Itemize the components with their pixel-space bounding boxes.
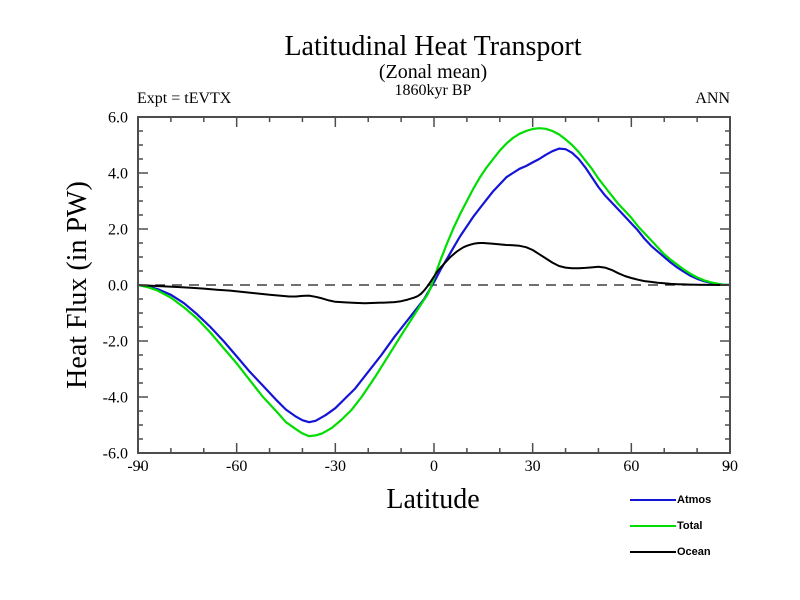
x-tick-label: -30 (324, 458, 346, 475)
x-tick-label: 90 (722, 458, 738, 475)
total-line-swatch (630, 525, 676, 527)
time-label: 1860kyr BP (394, 82, 472, 99)
legend-label-ocean: Ocean (677, 546, 711, 558)
x-tick-label: 60 (623, 458, 640, 475)
x-tick-label: -60 (226, 458, 248, 475)
chart-title: Latitudinal Heat Transport (284, 31, 582, 62)
legend-item-atmos (630, 487, 780, 513)
season-label: ANN (695, 90, 730, 107)
legend-item-total (630, 513, 780, 539)
atmos-line-swatch (630, 499, 676, 501)
legend-label-total: Total (677, 520, 703, 532)
legend (630, 487, 780, 565)
x-tick-label: -90 (127, 458, 149, 475)
series-line-ocean (138, 243, 730, 303)
legend-label-atmos: Atmos (677, 494, 712, 506)
y-tick-label: -2.0 (102, 333, 128, 351)
ocean-line-swatch (630, 551, 676, 553)
y-tick-label: 2.0 (108, 221, 128, 239)
y-tick-label: 4.0 (108, 165, 128, 183)
experiment-label: Expt = tEVTX (137, 90, 232, 107)
legend-item-ocean (630, 539, 780, 565)
y-tick-label: 6.0 (108, 109, 128, 127)
x-tick-label: 0 (430, 458, 438, 475)
y-tick-label: -6.0 (102, 445, 128, 463)
y-tick-label: -4.0 (102, 389, 128, 407)
y-axis-title: Heat Flux (in PW) (62, 181, 93, 389)
x-axis-title: Latitude (386, 484, 480, 515)
chart-subtitle: (Zonal mean) (378, 61, 488, 83)
x-tick-label: 30 (524, 458, 541, 475)
y-tick-label: 0.0 (108, 277, 128, 295)
